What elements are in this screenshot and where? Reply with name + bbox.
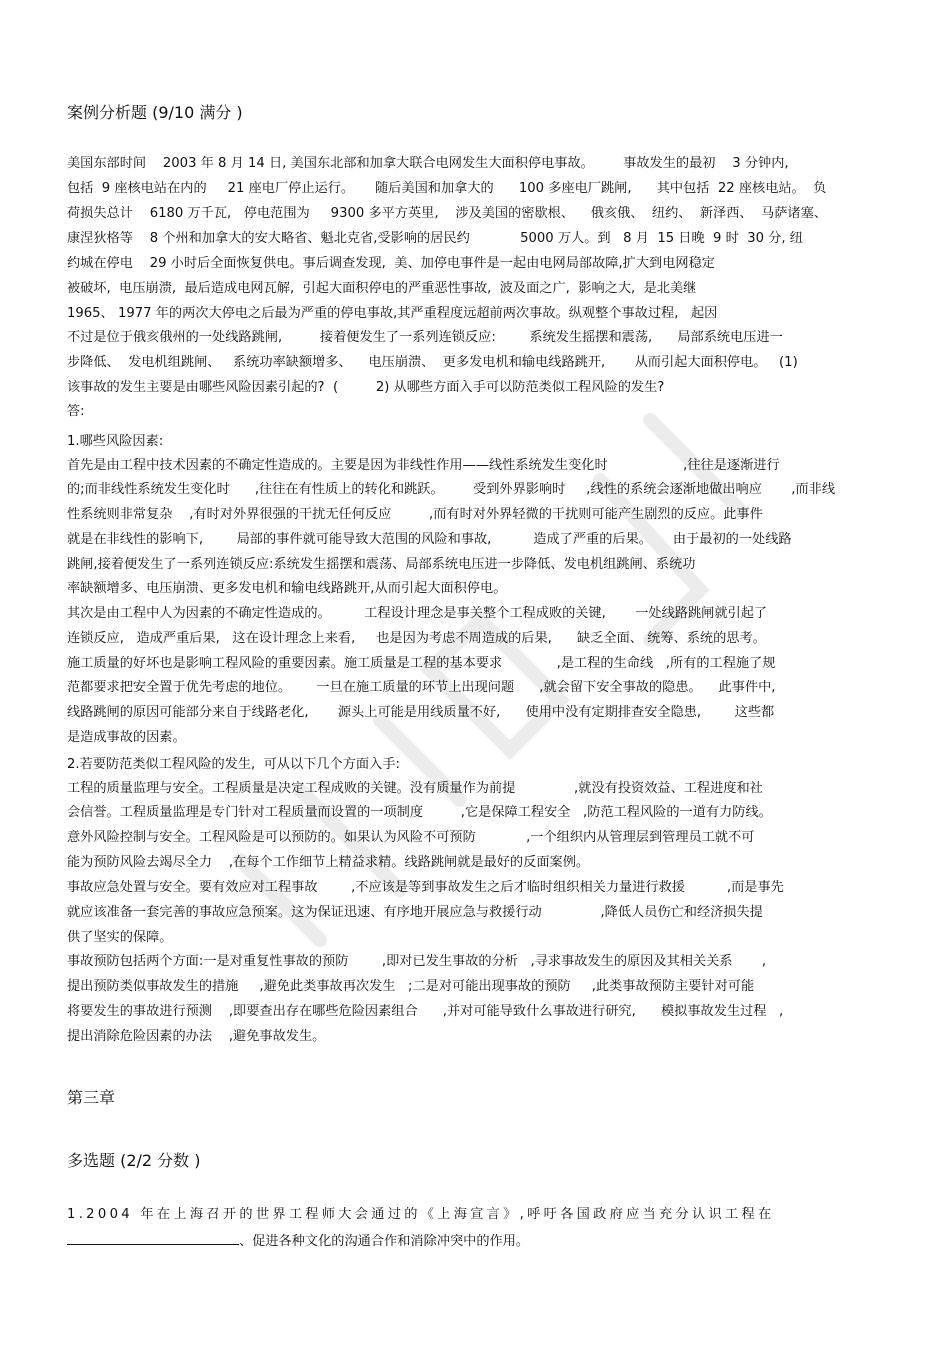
case-line: 康涅狄格等 8 个州和加拿大的安大略省、魁北克省,受影响的居民约 5000 万人。到 8 月 15 日晚 9 时 30 分, 纽 [67, 231, 803, 246]
fill-in-blank[interactable] [67, 1232, 239, 1245]
answer-line: 性系统则非常复杂 ,有时对外界很强的干扰无任何反应 ,而有时对外界轻微的干扰则可能产生剧烈的反应。此事件 [67, 507, 763, 522]
case-line: 该事故的发生主要是由哪些风险因素引起的? ( 2) 从哪些方面入手可以防范类似工程风险的发生? [67, 380, 665, 395]
case-line: 包括 9 座核电站在内的 21 座电厂停止运行。 随后美国和加拿大的 100 多座电厂跳闸, 其中包括 22 座核电站。 负 [67, 181, 827, 196]
answer-subheading: 2.若要防范类似工程风险的发生, 可从以下几个方面入手: [67, 757, 400, 772]
answer-line: 首先是由工程中技术因素的不确定性造成的。主要是因为非线性作用——线性系统发生变化时 ,往往是逐渐进行 [67, 458, 780, 473]
answer-line: 会信誉。工程质量监理是专门针对工程质量而设置的一项制度 ,它是保障工程安全 ,防范工程风险的一道有力防线。 [67, 805, 772, 820]
answer-line: 连锁反应, 造成严重后果, 这在设计理念上来看, 也是因为考虑不周造成的后果, 缺乏全面、 统筹、系统的思考。 [67, 631, 766, 646]
answer-line: 供了坚实的保障。 [67, 930, 173, 945]
section-heading-multiple-choice: 多选题 (2/2 分数 ) [67, 1151, 201, 1170]
case-line: 被破坏, 电压崩溃, 最后造成电网瓦解, 引起大面积停电的严重恶性事故, 波及面之广, 影响之大, 是北美继 [67, 281, 697, 296]
section-heading-case-analysis: 案例分析题 (9/10 满分 ) [67, 103, 243, 122]
answer-subheading: 1.哪些风险因素: [67, 434, 164, 449]
answer-line: 是造成事故的因素。 [67, 730, 186, 745]
case-line: 1965、 1977 年的两次大停电之后最为严重的停电事故,其严重程度远超前两次事故。纵观整个事故过程, 起因 [67, 306, 718, 321]
answer-line: 意外风险控制与安全。工程风险是可以预防的。如果认为风险不可预防 ,一个组织内从管理层到管理员工就不可 [67, 830, 755, 845]
answer-line: 事故预防包括两个方面:一是对重复性事故的预防 ,即对已发生事故的分析 ,寻求事故发生的原因及其相关关系 , [67, 954, 767, 969]
answer-line: 其次是由工程中人为因素的不确定性造成的。 工程设计理念是事关整个工程成败的关键, 一处线路跳闸就引起了 [67, 606, 768, 621]
case-line: 约城在停电 29 小时后全面恢复供电。事后调查发现, 美、加停电事件是一起由电网局部故障,扩大到电网稳定 [67, 256, 715, 271]
answer-line: 提出消除危险因素的办法 ,避免事故发生。 [67, 1029, 326, 1044]
answer-line: 就是在非线性的影响下, 局部的事件就可能导致大范围的风险和事故, 造成了严重的后果。 由于最初的一处线路 [67, 532, 792, 547]
answer-line: 就应该准备一套完善的事故应急预案。这为保证迅速、有序地开展应急与救援行动 ,降低人员伤亡和经济损失提 [67, 905, 763, 920]
question-text: 1.2004 年在上海召开的世界工程师大会通过的《上海宣言》,呼吁各国政府应当充分认识工程在 [67, 1207, 775, 1222]
answer-line: 的;而非线性系统发生变化时 ,往往在有性质上的转化和跳跃。 受到外界影响时 ,线性的系统会逐渐地做出响应 ,而非线 [67, 482, 835, 497]
case-line: 不过是位于俄亥俄州的一处线路跳闸, 接着便发生了一系列连锁反应: 系统发生摇摆和震荡, 局部系统电压进一 [67, 330, 783, 345]
case-line: 美国东部时间 2003 年 8 月 14 日, 美国东北部和加拿大联合电网发生大面积停电事故。 事故发生的最初 3 分钟内, [67, 156, 789, 171]
answer-line: 将要发生的事故进行预测 ,即要查出存在哪些危险因素组合 ,并对可能导致什么事故进行研究, 模拟事故发生过程 , [67, 1004, 784, 1019]
case-line: 步降低、 发电机组跳闸、 系统功率缺额增多、 电压崩溃、 更多发电机和输电线路跳开, 从而引起大面积停电。 (1) [67, 355, 798, 370]
answer-line: 范都要求把安全置于优先考虑的地位。 一旦在施工质量的环节上出现问题 ,就会留下安全事故的隐患。 此事件中, [67, 680, 776, 695]
chapter-heading: 第三章 [67, 1088, 116, 1107]
answer-label: 答: [67, 404, 85, 419]
case-line: 荷损失总计 6180 万千瓦, 停电范围为 9300 多平方英里, 涉及美国的密歇根、 俄亥俄、 纽约、 新泽西、 马萨诸塞、 [67, 206, 827, 221]
answer-line: 事故应急处置与安全。要有效应对工程事故 ,不应该是等到事故发生之后才临时组织相关力量进行救援 ,而是事先 [67, 880, 784, 895]
answer-line: 线路跳闸的原因可能部分来自于线路老化, 源头上可能是用线质量不好, 使用中没有定期排查安全隐患, 这些都 [67, 705, 775, 720]
answer-line: 提出预防类似事故发生的措施 ,避免此类事故再次发生 ;二是对可能出现事故的预防 ,此类事故预防主要针对可能 [67, 979, 755, 994]
answer-line: 工程的质量监理与安全。工程质量是决定工程成败的关键。没有质量作为前提 ,就没有投资效益、工程进度和社 [67, 781, 763, 796]
answer-line: 跳闸,接着便发生了一系列连锁反应:系统发生摇摆和震荡、局部系统电压进一步降低、发电机组跳闸、系统功 [67, 557, 696, 572]
question-suffix: 、促进各种文化的沟通合作和消除冲突中的作用。 [239, 1234, 530, 1249]
answer-line: 能为预防风险去竭尽全力 ,在每个工作细节上精益求精。线路跳闸就是最好的反面案例。 [67, 855, 590, 870]
question-text-continued [67, 1232, 529, 1250]
answer-line: 率缺额增多、电压崩溃、更多发电机和输电线路跳开,从而引起大面积停电。 [67, 581, 507, 596]
watermark-stroke [240, 860, 320, 940]
answer-line: 施工质量的好坏也是影响工程风险的重要因素。施工质量是工程的基本要求 ,是工程的生命线 ,所有的工程施了规 [67, 656, 776, 671]
